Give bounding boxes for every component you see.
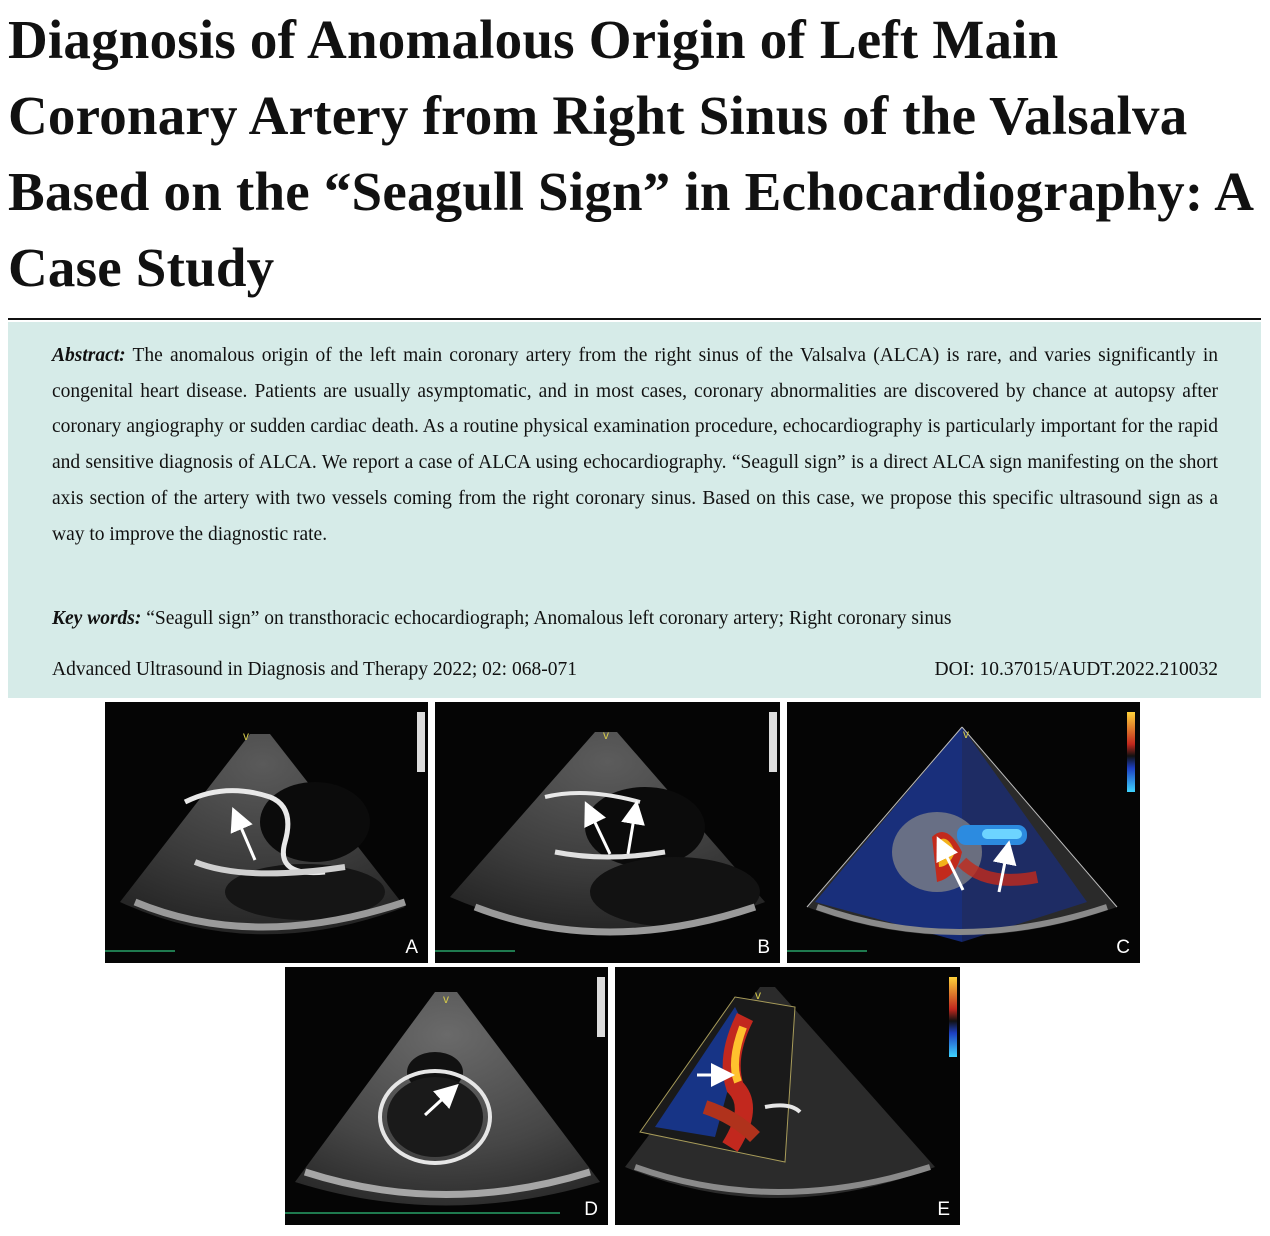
title-divider	[8, 318, 1261, 320]
echo-image-a	[105, 702, 428, 963]
abstract	[52, 338, 1218, 552]
article-title: Diagnosis of Anomalous Origin of Left Main Coronary Artery from Right Sinus of the Valsalva Based on the “Seagull Sign” in Echocardiography: A Case Study	[8, 9, 1252, 298]
echo-panel-e	[615, 967, 960, 1225]
keywords	[52, 604, 1222, 634]
echo-image-b	[435, 702, 780, 963]
svg-text:v: v	[243, 729, 249, 743]
panel-label-a: A	[405, 937, 418, 958]
panel-label-b: B	[757, 937, 770, 958]
panel-label-c: C	[1116, 937, 1130, 958]
echo-image-d	[285, 967, 608, 1225]
svg-text:v: v	[963, 727, 969, 741]
panel-label-d: D	[584, 1199, 598, 1220]
svg-text:v: v	[443, 992, 449, 1006]
svg-text:v: v	[755, 988, 761, 1002]
echo-panel-b	[435, 702, 780, 963]
panel-label-e: E	[937, 1199, 950, 1220]
keywords-text: “Seagull sign” on transthoracic echocardiograph; Anomalous left coronary artery; Right coronary sinus	[141, 608, 952, 629]
echo-image-c	[787, 702, 1140, 963]
journal-citation: Advanced Ultrasound in Diagnosis and Therapy 2022; 02: 068-071	[52, 659, 577, 680]
doi: DOI: 10.37015/AUDT.2022.210032	[934, 659, 1218, 680]
echo-panel-a	[105, 702, 428, 963]
echo-image-e	[615, 967, 960, 1225]
svg-text:v: v	[603, 728, 609, 742]
abstract-text: The anomalous origin of the left main coronary artery from the right sinus of the Valsalva (ALCA) is rare, and varies significantly in congenital heart disease. Patients are usually asymptomatic, and in most cases, coronary abnormalities are discovered by chance at autopsy after coronary angiography or sudden cardiac death. As a routine physical examination procedure, echocardiography is particularly important for the rapid and sensitive diagnosis of ALCA. We report a case of ALCA using echocardiography. “Seagull sign” is a direct ALCA sign manifesting on the short axis section of the artery with two vessels coming from the right coronary sinus. Based on this case, we propose this specific ultrasound sign as a way to improve the diagnostic rate.	[52, 345, 1218, 545]
keywords-label: Key words:	[52, 608, 142, 629]
echo-panel-c	[787, 702, 1140, 963]
abstract-label: Abstract:	[52, 345, 126, 366]
echo-panel-d	[285, 967, 608, 1225]
